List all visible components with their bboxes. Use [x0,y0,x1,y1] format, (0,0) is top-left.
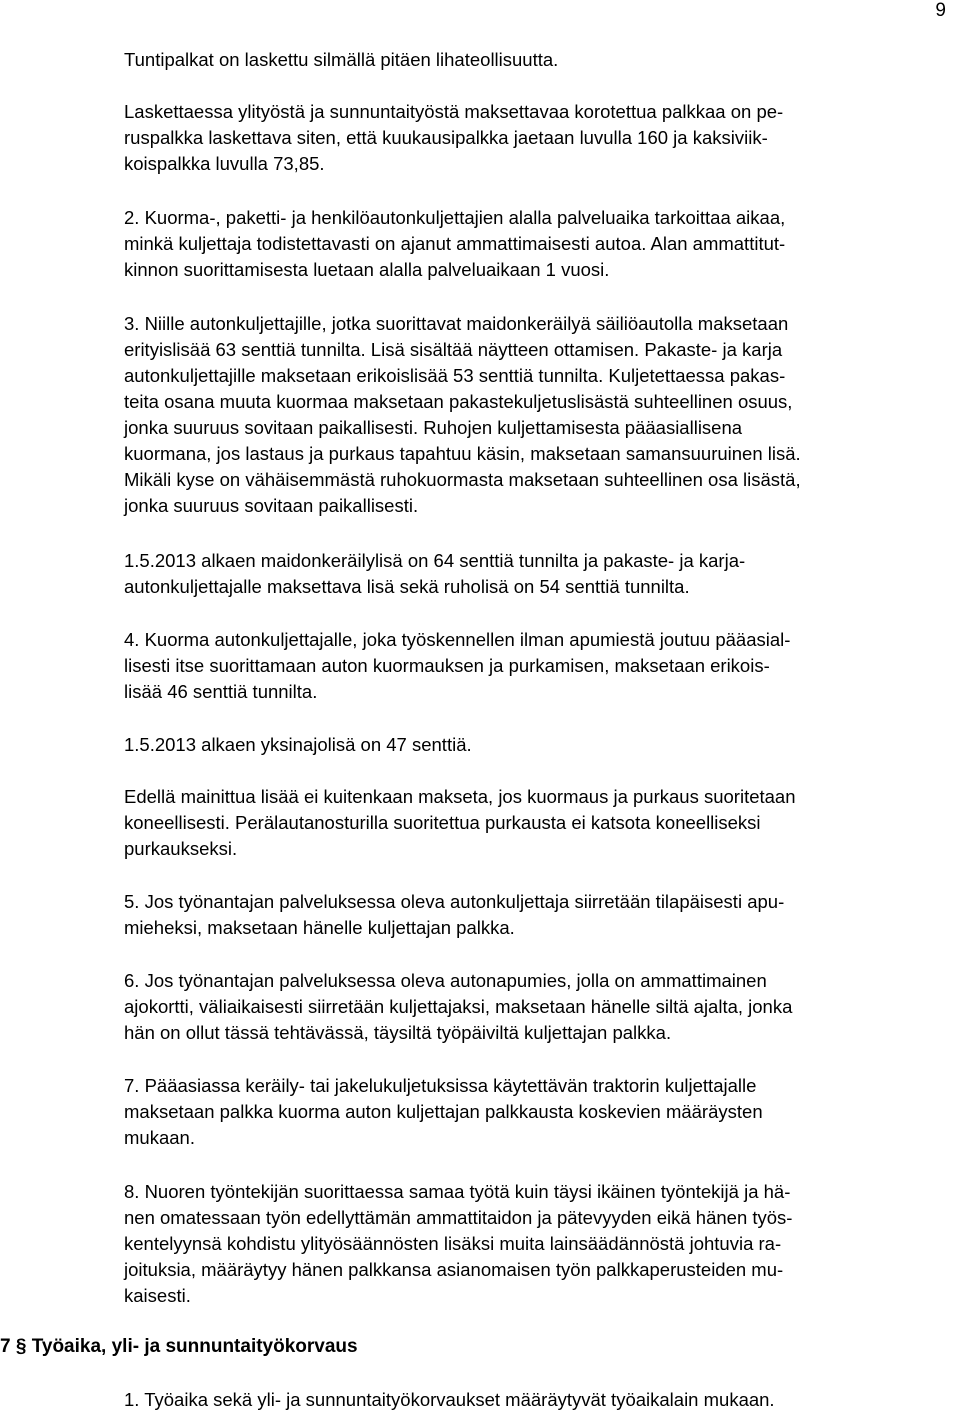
paragraph [124,1073,944,1151]
text-line: lisesti itse suorittamaan auton kuormauksen ja purkamisen, maksetaan erikois- [124,655,770,676]
text-line: autonkuljettajalle maksettava lisä sekä ruholisä on 54 senttiä tunnilta. [124,576,690,597]
text-line: kinnon suorittamisesta luetaan alalla palveluaikaan 1 vuosi. [124,259,610,280]
text-line: koneellisesti. Perälautanosturilla suoritettua purkausta ei katsota koneelliseksi [124,812,761,833]
text-line: jonka suuruus sovitaan paikallisesti. Ruhojen kuljettamisesta pääasiallisena [124,417,743,438]
text-line: purkaukseksi. [124,838,238,859]
text-line: kaisesti. [124,1285,191,1306]
paragraph [124,99,944,177]
text-line: Laskettaessa ylityöstä ja sunnuntaityöstä maksettavaa korotettua palkkaa on pe- [124,101,784,122]
text-line: 1. Työaika sekä yli- ja sunnuntaityökorvaukset määräytyvät työaikalain mukaan. [124,1389,775,1410]
paragraph [124,311,944,519]
text-line: 7. Pääasiassa keräily- tai jakelukuljetuksissa käytettävän traktorin kuljettajalle [124,1075,757,1096]
text-line: minkä kuljettaja todistettavasti on ajanut ammattimaisesti autoa. Alan ammattitut- [124,233,786,254]
section-heading: 7 § Työaika, yli- ja sunnuntaityökorvaus [0,1336,358,1357]
text-line: 6. Jos työnantajan palveluksessa oleva autonapumies, jolla on ammattimainen [124,970,767,991]
paragraph [124,784,944,862]
paragraph [124,47,944,73]
text-line: joituksia, määräytyy hänen palkkansa asianomaisen työn palkkaperusteiden mu- [124,1259,784,1280]
text-line: kentelyynsä kohdistu ylityösäännösten lisäksi muita lainsäädännöstä johtuvia ra- [124,1233,782,1254]
text-line: 4. Kuorma autonkuljettajalle, joka työskennellen ilman apumiestä joutuu pääasial- [124,629,791,650]
text-line: autonkuljettajille maksetaan erikoislisää 53 senttiä tunnilta. Kuljetettaessa pakas- [124,365,786,386]
paragraph [124,732,944,758]
text-line: 5. Jos työnantajan palveluksessa oleva autonkuljettaja siirretään tilapäisesti apu- [124,891,785,912]
text-line: Edellä mainittua lisää ei kuitenkaan makseta, jos kuormaus ja purkaus suoritetaan [124,786,796,807]
text-line: 3. Niille autonkuljettajille, jotka suorittavat maidonkeräilyä säiliöautolla maksetaan [124,313,789,334]
text-line: Tuntipalkat on laskettu silmällä pitäen lihateollisuutta. [124,49,559,70]
text-line: jonka suuruus sovitaan paikallisesti. [124,495,419,516]
paragraph [124,968,944,1046]
text-line: erityislisää 63 senttiä tunnilta. Lisä sisältää näytteen ottamisen. Pakaste- ja karja [124,339,783,360]
paragraph [124,627,944,705]
text-line: ajokortti, väliaikaisesti siirretään kuljettajaksi, maksetaan hänelle siltä ajalta, jonka [124,996,793,1017]
text-line: Mikäli kyse on vähäisemmästä ruhokuormasta maksetaan suhteellinen osa lisästä, [124,469,801,490]
paragraph [124,1179,944,1309]
paragraph [124,889,944,941]
paragraph [124,1387,944,1413]
text-line: mukaan. [124,1127,195,1148]
text-line: 1.5.2013 alkaen yksinajolisä on 47 senttiä. [124,734,472,755]
paragraph [124,548,944,600]
paragraph [124,205,944,283]
text-line: teita osana muuta kuormaa maksetaan pakastekuljetuslisästä suhteellinen osuus, [124,391,793,412]
page-number: 9 [935,0,946,21]
text-line: maksetaan palkka kuorma auton kuljettajan palkkausta koskevien määräysten [124,1101,763,1122]
text-line: 2. Kuorma-, paketti- ja henkilöautonkuljettajien alalla palveluaika tarkoittaa aikaa, [124,207,786,228]
text-line: kuormana, jos lastaus ja purkaus tapahtuu käsin, maksetaan samansuuruinen lisä. [124,443,801,464]
text-line: koispalkka luvulla 73,85. [124,153,325,174]
text-line: hän on ollut tässä tehtävässä, täysiltä työpäiviltä kuljettajan palkka. [124,1022,672,1043]
text-line: ruspalkka laskettava siten, että kuukausipalkka jaetaan luvulla 160 ja kaksiviik- [124,127,768,148]
text-line: mieheksi, maksetaan hänelle kuljettajan palkka. [124,917,515,938]
text-line: 1.5.2013 alkaen maidonkeräilylisä on 64 senttiä tunnilta ja pakaste- ja karja- [124,550,746,571]
text-line: lisää 46 senttiä tunnilta. [124,681,318,702]
text-line: 8. Nuoren työntekijän suorittaessa samaa työtä kuin täysi ikäinen työntekijä ja hä- [124,1181,791,1202]
text-line: nen omatessaan työn edellyttämän ammattitaidon ja pätevyyden eikä hänen työs- [124,1207,793,1228]
